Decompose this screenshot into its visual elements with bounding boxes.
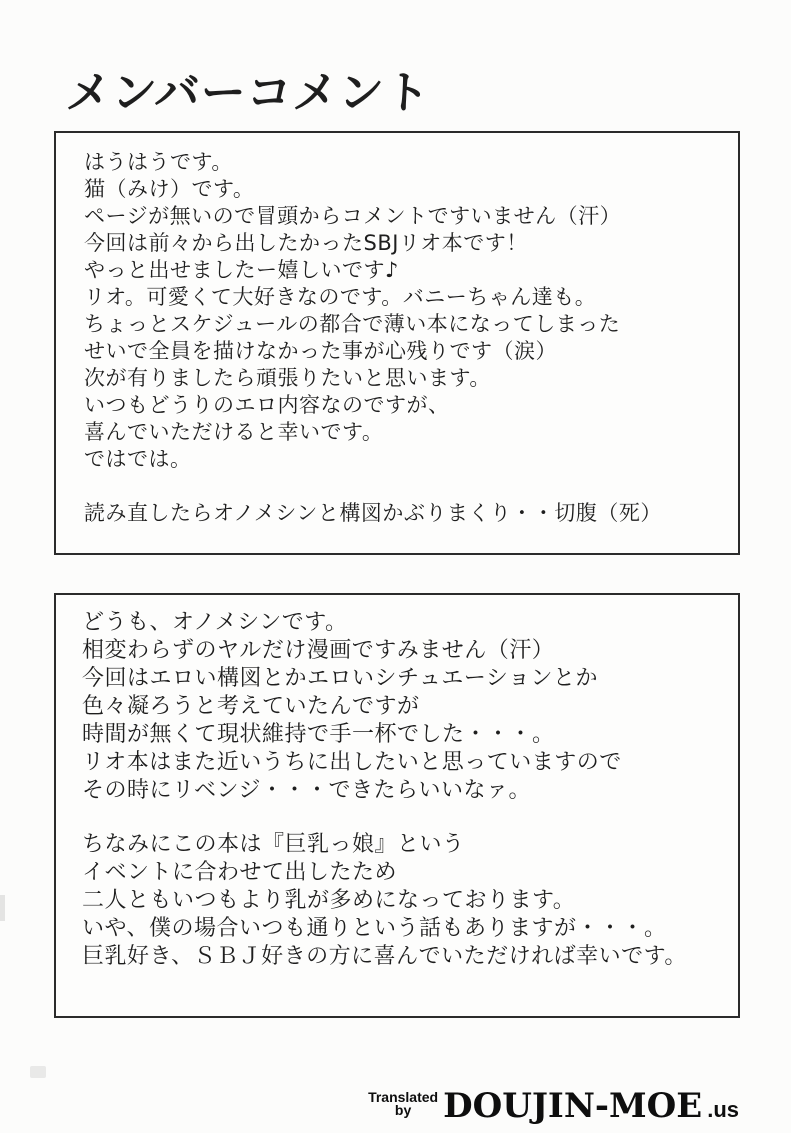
- page-title: メンバーコメント: [64, 66, 433, 119]
- comment-postscript-line: 読み直したらオノメシンと構図かぶりまくり・・切腹（死）: [84, 501, 662, 525]
- doujin-moe-logo-suffix: .us: [707, 1097, 739, 1122]
- comment-line: 今回はエロい構図とかエロいシチュエーションとか: [82, 666, 598, 691]
- comment-line: はうはうです。: [84, 150, 233, 174]
- comment-line: どうも、オノメシンです。: [82, 610, 348, 635]
- scan-artifact: [0, 895, 5, 921]
- comment-line: 巨乳好き、ＳＢＪ好きの方に喜んでいただければ幸いです。: [82, 944, 687, 969]
- comment-line: ちなみにこの本は『巨乳っ娘』という: [82, 832, 465, 857]
- comment-line: 時間が無くて現状維持で手一杯でした・・・。: [82, 722, 555, 747]
- comment-line: ちょっとスケジュールの都合で薄い本になってしまった: [84, 312, 621, 336]
- comment-line: イベントに合わせて出したため: [82, 860, 398, 885]
- comment-line: 相変わらずのヤルだけ漫画ですみません（汗）: [82, 638, 555, 663]
- comment-line: せいで全員を描けなかった事が心残りです（涙）: [84, 339, 557, 363]
- comment-line: リオ本はまた近いうちに出したいと思っていますので: [82, 750, 622, 775]
- translated-by-line1: Translated: [368, 1089, 439, 1105]
- comment-line: その時にリベンジ・・・できたらいいなァ。: [82, 778, 532, 803]
- member-comment-box-1: [54, 131, 740, 555]
- scan-artifact: [30, 1066, 46, 1078]
- comment-line: いつもどうりのエロ内容なのですが、: [84, 393, 450, 417]
- comment-line: 次が有りましたら頑張りたいと思います。: [84, 366, 491, 390]
- comment-line: ページが無いので冒頭からコメントですいません（汗）: [84, 204, 622, 228]
- comment-line: 今回は前々から出したかったSBJリオ本です！: [84, 231, 528, 255]
- comment-line: 猫（みけ）です。: [84, 177, 255, 201]
- translated-by-label: [368, 1091, 438, 1120]
- comment-line: ではでは。: [84, 447, 192, 471]
- comment-line: 色々凝ろうと考えていたんですが: [82, 694, 420, 719]
- comment-line: リオ。可愛くて大好きなのです。バニーちゃん達も。: [84, 285, 597, 309]
- translated-by-line2: by: [394, 1102, 412, 1118]
- comment-line: 喜んでいただけると幸いです。: [84, 420, 384, 444]
- comment-line: 二人ともいつもより乳が多めになっております。: [82, 888, 576, 913]
- doujin-moe-logo: DOUJIN-MOE: [443, 1086, 703, 1126]
- comment-line: やっと出せましたー嬉しいです♪: [84, 258, 399, 282]
- member-comment-box-2: [54, 593, 740, 1018]
- comment-line: いや、僕の場合いつも通りという話もありますが・・・。: [82, 916, 667, 941]
- translator-watermark: [368, 1086, 739, 1126]
